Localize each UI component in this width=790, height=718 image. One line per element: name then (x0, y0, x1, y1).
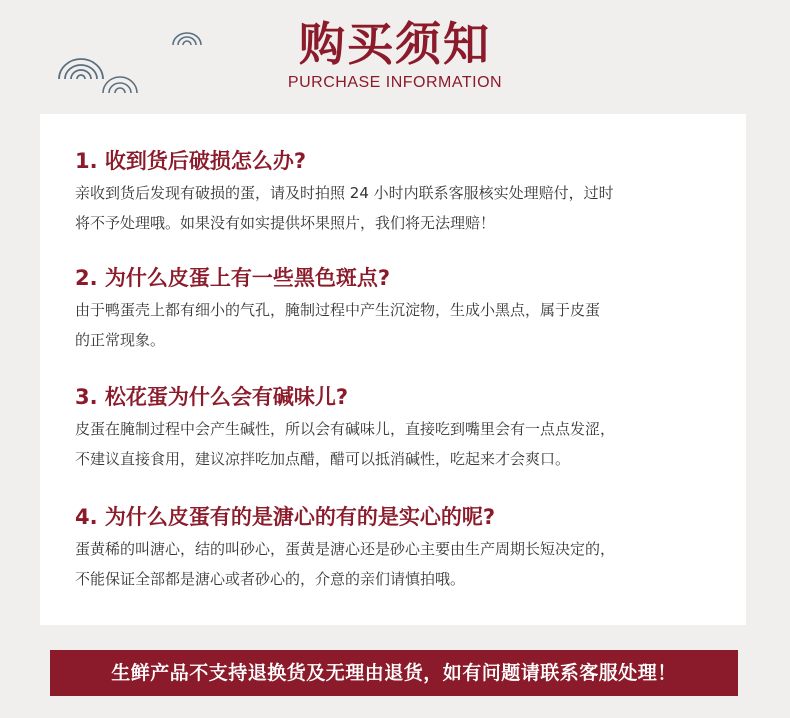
faq-answer-line: 的正常现象。 (75, 331, 166, 349)
faq-answer-line: 不能保证全部都是溏心或者砂心的，介意的亲们请慎拍哦。 (75, 570, 466, 588)
faq-question: 4. 为什么皮蛋有的是溏心的有的是实心的呢? (75, 505, 496, 529)
faq-item (75, 263, 725, 355)
faq-question: 3. 松花蛋为什么会有碱味儿? (75, 385, 349, 409)
faq-item (75, 502, 725, 594)
faq-item (75, 382, 725, 474)
faq-answer-line: 亲收到货后发现有破损的蛋，请及时拍照 24 小时内联系客服核实处理赔付，过时 (75, 184, 614, 202)
faq-question: 1. 收到货后破损怎么办? (75, 149, 307, 173)
faq-answer (75, 178, 725, 238)
header (0, 0, 790, 110)
faq-card (40, 114, 746, 625)
page-subtitle: PURCHASE INFORMATION (287, 74, 503, 91)
faq-item (75, 146, 725, 238)
faq-answer-line: 皮蛋在腌制过程中会产生碱性，所以会有碱味儿，直接吃到嘴里会有一点点发涩， (75, 420, 616, 438)
faq-answer (75, 295, 725, 355)
faq-answer-line: 不建议直接食用，建议凉拌吃加点醋，醋可以抵消碱性，吃起来才会爽口。 (75, 450, 571, 468)
faq-answer-line: 将不予处理哦。如果没有如实提供坏果照片，我们将无法理赔！ (75, 214, 496, 232)
faq-answer (75, 414, 725, 474)
faq-question: 2. 为什么皮蛋上有一些黑色斑点? (75, 266, 391, 290)
page-title: 购买须知 (299, 17, 491, 71)
faq-answer (75, 534, 725, 594)
return-policy-banner: 生鲜产品不支持退换货及无理由退货，如有问题请联系客服处理！ (50, 650, 738, 696)
faq-answer-line: 蛋黄稀的叫溏心，结的叫砂心，蛋黄是溏心还是砂心主要由生产周期长短决定的， (75, 540, 616, 558)
faq-answer-line: 由于鸭蛋壳上都有细小的气孔，腌制过程中产生沉淀物，生成小黑点，属于皮蛋 (75, 301, 601, 319)
